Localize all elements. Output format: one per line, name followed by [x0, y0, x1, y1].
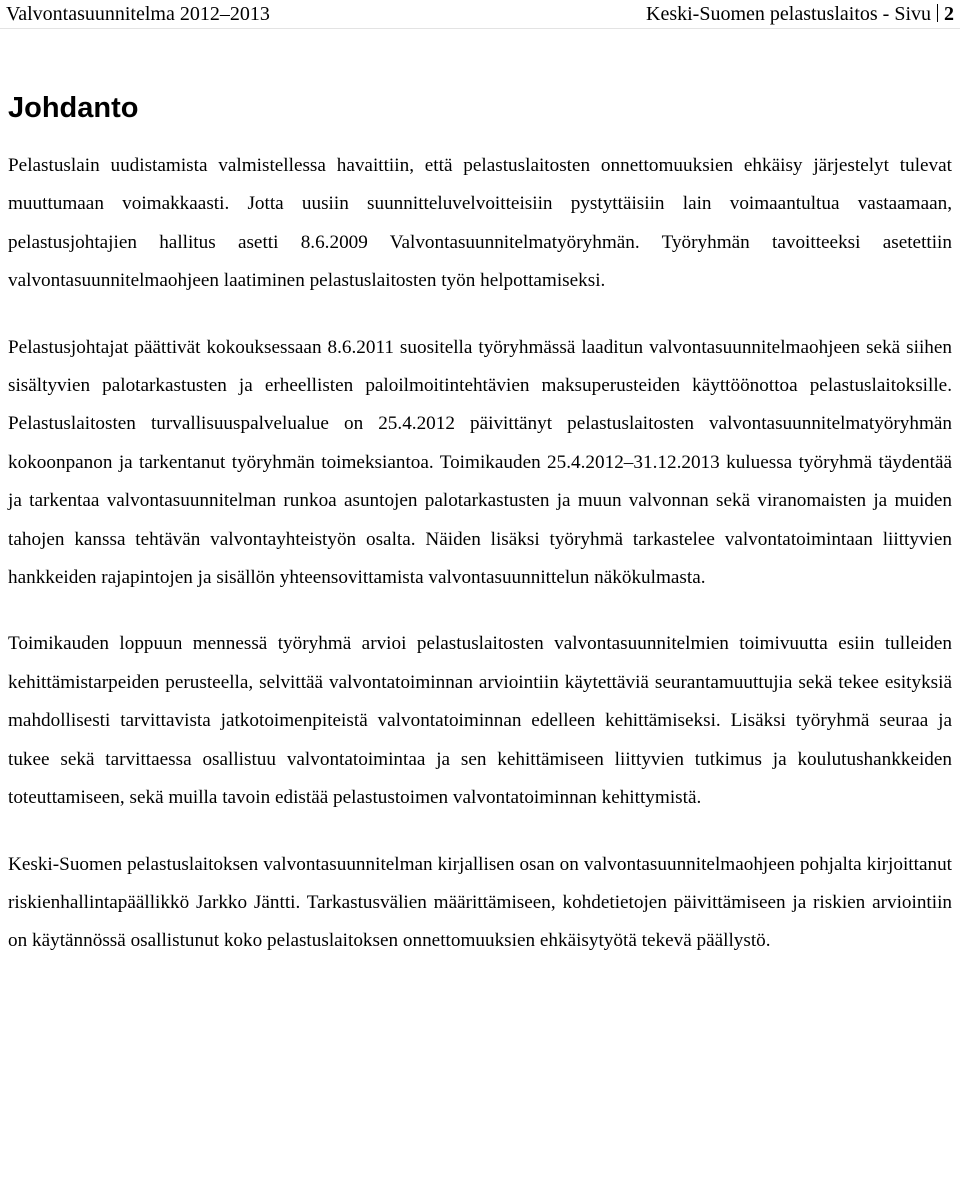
organization-page-label: Keski-Suomen pelastuslaitos - Sivu — [646, 3, 931, 25]
paragraph: Pelastusjohtajat päättivät kokouksessaan 8.6.2011 suositella työryhmässä laaditun valvontasuunnitelmaohjeen sekä siihen sisältyvien palotarkastusten ja erheellisten paloilmoitintehtävien maksuperusteiden käyttöönottoa pelastuslaitoksille. Pelastuslaitosten turvallisuuspalvelualue on 25.4.2012 päivittänyt pelastuslaitosten valvontasuunnitelmatyöryhmän kokoonpanon ja tarkentanut työryhmän toimeksiantoa. Toimikauden 25.4.2012–31.12.2013 kuluessa työryhmä täydentää ja tarkentaa valvontasuunnitelman runkoa asuntojen palotarkastusten ja muun valvonnan sekä viranomaisten ja muiden tahojen kanssa tehtävän valvontayhteistyön osalta. Näiden lisäksi työryhmä tarkastelee valvontatoimintaan liittyvien hankkeiden rajapintojen ja sisällön yhteensovittamista valvontasuunnittelun näkökulmasta. — [8, 336, 952, 589]
header-separator — [937, 4, 938, 22]
paragraph: Keski-Suomen pelastuslaitoksen valvontasuunnitelman kirjallisen osan on valvontasuunnitelmaohjeen pohjalta kirjoittanut riskienhallintapäällikkö Jarkko Jäntti. Tarkastusvälien määrittämiseen, kohdetietojen päivittämiseen ja riskien arviointiin on käytännössä osallistunut koko pelastuslaitoksen onnettomuuksien ehkäisytyötä tekevä päällystö. — [8, 853, 952, 952]
body-text — [8, 147, 952, 961]
page-info — [646, 1, 954, 27]
page-header — [0, 0, 960, 29]
document-title: Valvontasuunnitelma 2012–2013 — [6, 3, 270, 25]
paragraph: Toimikauden loppuun mennessä työryhmä arvioi pelastuslaitosten valvontasuunnitelmien toimivuutta esiin tulleiden kehittämistarpeiden perusteella, selvittää valvontatoiminnan arviointiin käytettäviä seurantamuuttujia sekä tekee esityksiä mahdollisesti tarvittavista jatkotoimenpiteistä valvontatoiminnan edelleen kehittämiseksi. Lisäksi työryhmä seuraa ja tukee sekä tarvittaessa osallistuu valvontatoimintaa ja sen kehittämiseen liittyvien tutkimus ja koulutushankkeiden toteuttamiseen, sekä muilla tavoin edistää pelastustoimen valvontatoiminnan kehittymistä. — [8, 633, 952, 809]
page-number: 2 — [944, 3, 954, 25]
paragraph: Pelastuslain uudistamista valmistellessa havaittiin, että pelastuslaitosten onnettomuuksien ehkäisy järjestelyt tulevat muuttumaan voimakkaasti. Jotta uusiin suunnitteluvelvoitteisiin pystyttäisiin lain voimaantultua vastaamaan, pelastusjohtajien hallitus asetti 8.6.2009 Valvontasuunnitelmatyöryhmän. Työryhmän tavoitteeksi asetettiin valvontasuunnitelmaohjeen laatiminen pelastuslaitosten työn helpottamiseksi. — [8, 155, 952, 292]
section-heading: Johdanto — [8, 92, 139, 124]
